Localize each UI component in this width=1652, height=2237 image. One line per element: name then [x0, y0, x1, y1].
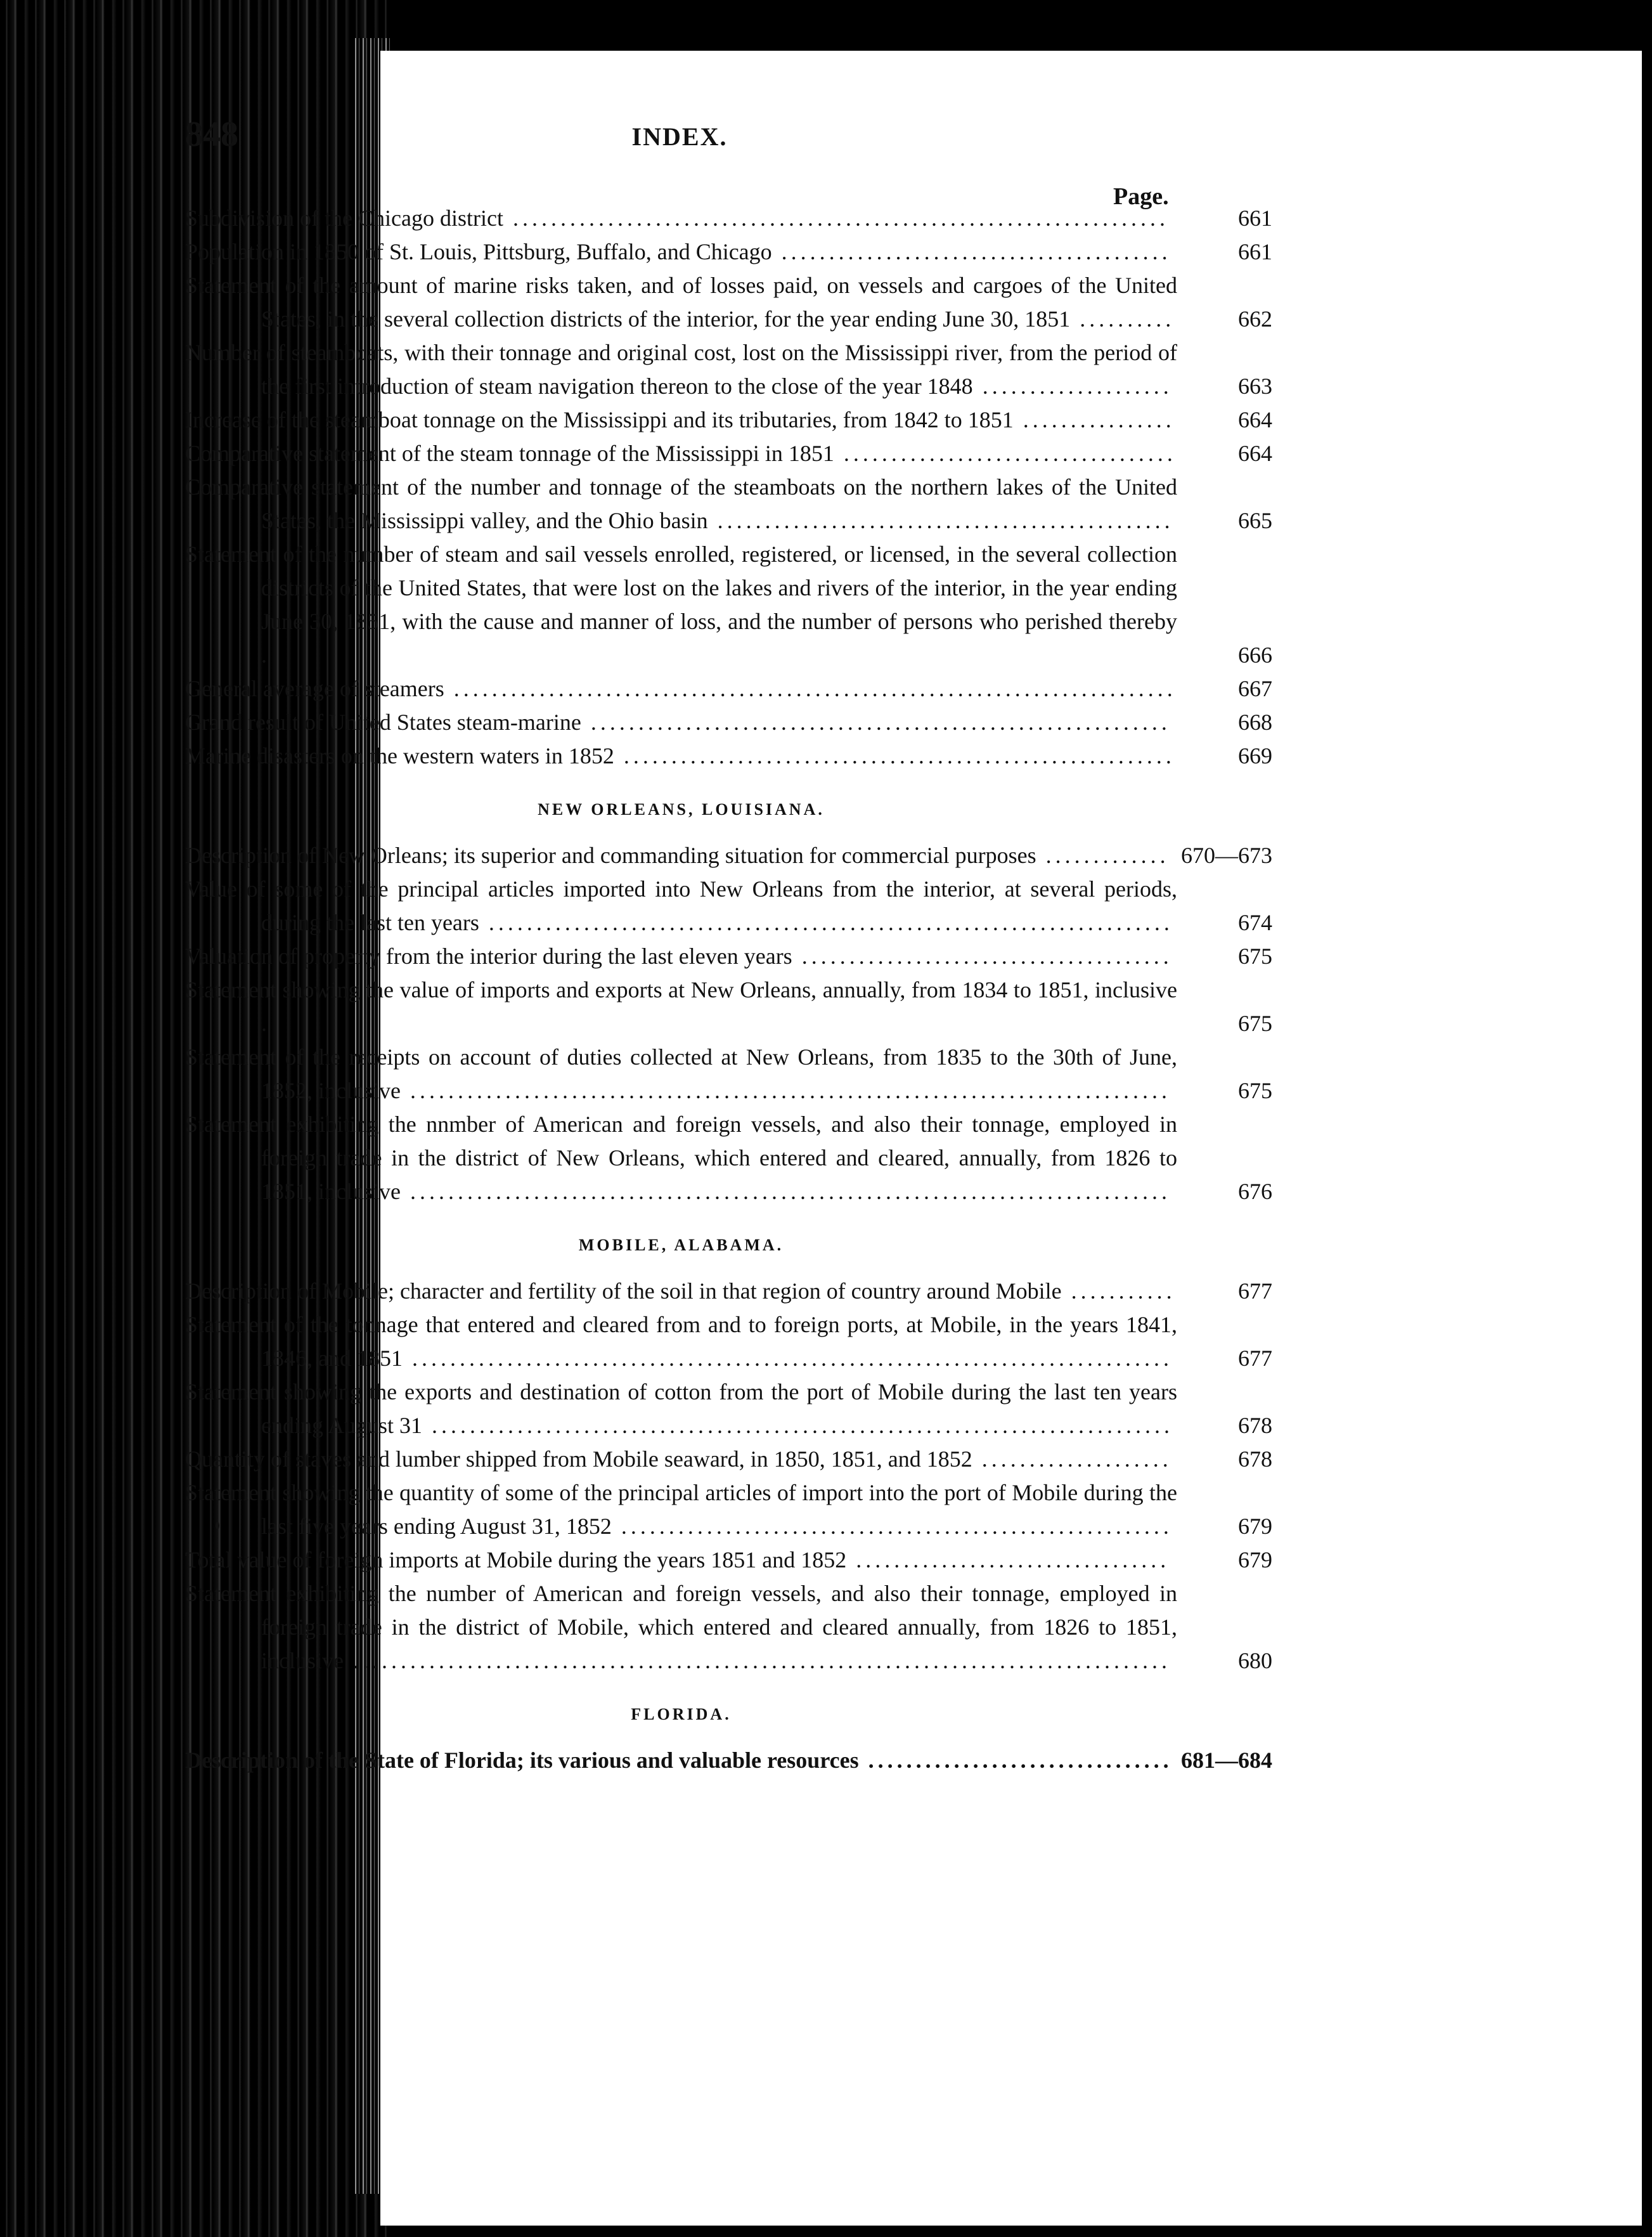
entry-title: Statement showing the value of imports and exports at New Orleans, annually, from 1834 to 1851, inclusive — [185, 977, 1177, 1002]
entry-title: Description of New Orleans; its superior and commanding situation for commercial purposes — [185, 843, 1036, 868]
entry-text — [185, 1443, 1177, 1476]
index-entry — [185, 839, 1272, 872]
entry-page-number: 665 — [1238, 508, 1272, 533]
index-entry — [185, 1476, 1272, 1543]
dot-leader: ....................................... — [792, 943, 1173, 969]
entry-title: Valuation of property from the interior during the last eleven years — [185, 943, 792, 969]
entry-page-number: 670—673 — [1181, 843, 1272, 868]
entry-title: Description of the State of Florida; its various and valuable resources — [185, 1747, 859, 1773]
index-entries — [185, 202, 1272, 1777]
index-entry — [185, 1308, 1272, 1375]
dot-leader: ................................ — [858, 1747, 1173, 1773]
entry-text — [185, 839, 1177, 872]
entry-title: Quantity of staves and lumber shipped from Mobile seaward, in 1850, 1851, and 1852 — [185, 1446, 972, 1472]
entry-text — [185, 1308, 1177, 1375]
dot-leader: ................................................................................ — [400, 1078, 1171, 1103]
entry-title: Population in 1850 of St. Louis, Pittsburg, Buffalo, and Chicago — [185, 239, 772, 264]
entry-text — [185, 940, 1177, 973]
page-column-label: Page. — [1113, 183, 1169, 210]
dot-leader: .......... — [1070, 306, 1175, 332]
entry-page-number: 663 — [1238, 373, 1272, 399]
entry-text — [185, 202, 1177, 235]
index-entry — [185, 672, 1272, 706]
dot-leader: ........................................................................ — [479, 910, 1173, 935]
index-entry — [185, 1375, 1272, 1443]
entry-title: Statement exhibiting the nnmber of American and foreign vessels, and also their tonnage, employed in foreign trade in the district of New Orleans, which entered and cleared, annually, from 1826 to 1851, inclusive — [185, 1112, 1177, 1204]
index-entry — [185, 470, 1272, 538]
entry-page-number: 678 — [1238, 1413, 1272, 1438]
index-entry — [185, 1108, 1272, 1209]
index-section — [185, 798, 1272, 1209]
dot-leader: ..................................................................... — [503, 205, 1169, 231]
dot-leader: ............................................................. — [581, 710, 1171, 735]
entry-text — [185, 739, 1177, 773]
entry-title: Statement showing the quantity of some of the principal articles of import into the port of Mobile during the last five years ending August 31, 1852 — [185, 1480, 1177, 1539]
entry-title: Total value of foreign imports at Mobile during the years 1851 and 1852 — [185, 1547, 847, 1572]
entry-text — [185, 1108, 1177, 1209]
entry-title: Marine disasters on the western waters in 1852 — [185, 743, 614, 768]
entry-title: Grand result of United States steam-marine — [185, 710, 581, 735]
entry-text — [185, 1543, 1177, 1577]
entry-title: Statement of the receipts on account of duties collected at New Orleans, from 1835 to the 30th of June, 1852, inclusive — [185, 1044, 1177, 1103]
dot-leader: .................... — [972, 1446, 1172, 1472]
entry-title: Subdivision of the Chicago district — [185, 205, 503, 231]
page-header — [185, 114, 1174, 171]
entry-page-number: 661 — [1238, 239, 1272, 264]
entry-title: Statement of the amount of marine risks taken, and of losses paid, on vessels and cargoes of the United States, in the several collection districts of the interior, for the year ending June 30, 1851 — [185, 273, 1177, 332]
entry-title: Value of some of the principal articles imported into New Orleans from the interior, at several periods, during the last ten years — [185, 876, 1177, 935]
dot-leader: ................................... — [834, 441, 1177, 466]
entry-text — [185, 538, 1177, 672]
entry-page-number: 681—684 — [1181, 1747, 1272, 1773]
dot-leader: ........... — [1061, 1278, 1176, 1304]
entry-text — [185, 1577, 1177, 1678]
entry-page-number: 664 — [1238, 407, 1272, 432]
index-entry — [185, 973, 1272, 1041]
entry-text — [185, 336, 1177, 403]
index-entry — [185, 403, 1272, 437]
entry-text — [185, 706, 1177, 739]
entry-page-number: 668 — [1238, 710, 1272, 735]
index-entry — [185, 437, 1272, 470]
dot-leader: .......................................................... — [611, 1514, 1173, 1539]
entry-page-number: 661 — [1238, 205, 1272, 231]
section-heading: NEW ORLEANS, LOUISIANA. — [538, 800, 825, 819]
index-entry — [185, 538, 1272, 672]
entry-page-number: 675 — [1238, 1011, 1272, 1036]
index-section — [185, 202, 1272, 773]
entry-title: General average of steamers — [185, 676, 444, 701]
dot-leader: ............................................................................ — [444, 676, 1177, 701]
index-entry — [185, 235, 1272, 269]
index-entry — [185, 269, 1272, 336]
entry-text — [185, 872, 1177, 940]
entry-text — [185, 235, 1177, 269]
dot-leader: .......................................................... — [614, 743, 1175, 768]
index-entry — [185, 1543, 1272, 1577]
index-entry — [185, 1041, 1272, 1108]
index-entry — [185, 336, 1272, 403]
entry-text — [185, 1744, 1177, 1777]
entry-title: Comparative statement of the number and tonnage of the steamboats on the northern lakes of the United States, the Mississippi valley, and the Ohio basin — [185, 474, 1177, 533]
entry-text — [185, 672, 1177, 706]
dot-leader: . — [261, 642, 271, 668]
entry-title: Number of steamboats, with their tonnage and original cost, lost on the Mississippi river, from the period of the first introduction of steam navigation thereon to the close of the year 1848 — [185, 340, 1177, 399]
entry-page-number: 666 — [1238, 642, 1272, 668]
entry-page-number: 674 — [1238, 910, 1272, 935]
entry-page-number: 679 — [1238, 1547, 1272, 1572]
entry-title: Statement of the tonnage that entered and cleared from and to foreign ports, at Mobile, in the years 1841, 1846, and 1851 — [185, 1312, 1177, 1371]
dot-leader: ................................................................................ — [402, 1345, 1173, 1371]
dot-leader: ......................................... — [771, 239, 1171, 264]
entry-text — [185, 470, 1177, 538]
entry-text — [185, 437, 1177, 470]
entry-title: Statement of the number of steam and sail vessels enrolled, registered, or licensed, in the several collection districts of the United States, that were lost on the lakes and rivers of the interior, in the year ending June 30, 1851, with the cause and manner of loss, and the number of persons who perished thereby — [185, 541, 1177, 634]
index-entry — [185, 1744, 1272, 1777]
entry-page-number: 679 — [1238, 1514, 1272, 1539]
entry-title: Description of Mobile; character and fertility of the soil in that region of country around Mobile — [185, 1278, 1062, 1304]
section-heading: FLORIDA. — [631, 1705, 732, 1723]
dot-leader: ............. — [1036, 843, 1170, 868]
entry-text — [185, 1375, 1177, 1443]
entry-page-number: 675 — [1238, 1078, 1272, 1103]
entry-text — [185, 1476, 1177, 1543]
entry-page-number: 662 — [1238, 306, 1272, 332]
dot-leader: ...................................................................................... — [343, 1648, 1171, 1673]
entry-text — [185, 1274, 1177, 1308]
dot-leader: .............................................................................. — [422, 1413, 1174, 1438]
entry-page-number: 677 — [1238, 1345, 1272, 1371]
index-section — [185, 1703, 1272, 1777]
entry-title: Comparative statement of the steam tonnage of the Mississippi in 1851 — [185, 441, 834, 466]
entry-text — [185, 403, 1177, 437]
entry-page-number: 669 — [1238, 743, 1272, 768]
index-entry — [185, 1443, 1272, 1476]
dot-leader: ................................................................................ — [400, 1179, 1171, 1204]
index-entry — [185, 940, 1272, 973]
entry-text — [185, 1041, 1177, 1108]
dot-leader: ................................. — [846, 1547, 1170, 1572]
dot-leader: . — [261, 1011, 271, 1036]
entry-page-number: 676 — [1238, 1179, 1272, 1204]
index-entry — [185, 1577, 1272, 1678]
entry-title: Statement showing the exports and destination of cotton from the port of Mobile during the last ten years ending August 31 — [185, 1379, 1177, 1438]
entry-page-number: 675 — [1238, 943, 1272, 969]
index-entry — [185, 872, 1272, 940]
entry-text — [185, 973, 1177, 1041]
entry-page-number: 677 — [1238, 1278, 1272, 1304]
index-section — [185, 1234, 1272, 1678]
entry-title: Increase of the steamboat tonnage on the Mississippi and its tributaries, from 1842 to 1851 — [185, 407, 1014, 432]
entry-title: Statement exhibiting the number of American and foreign vessels, and also their tonnage, employed in foreign trade in the district of Mobile, which entered and cleared annually, from 1826 to 1851, inclusive — [185, 1581, 1177, 1673]
entry-page-number: 678 — [1238, 1446, 1272, 1472]
entry-page-number: 680 — [1238, 1648, 1272, 1673]
index-entry — [185, 202, 1272, 235]
running-head: INDEX. — [631, 122, 728, 151]
index-entry — [185, 706, 1272, 739]
entry-page-number: 667 — [1238, 676, 1272, 701]
dot-leader: ................................................ — [707, 508, 1174, 533]
entry-text — [185, 269, 1177, 336]
entry-page-number: 664 — [1238, 441, 1272, 466]
section-heading: MOBILE, ALABAMA. — [578, 1236, 784, 1254]
page-number: 848 — [185, 115, 238, 154]
dot-leader: .................... — [972, 373, 1173, 399]
dot-leader: ................ — [1013, 407, 1175, 432]
index-entry — [185, 1274, 1272, 1308]
index-entry — [185, 739, 1272, 773]
